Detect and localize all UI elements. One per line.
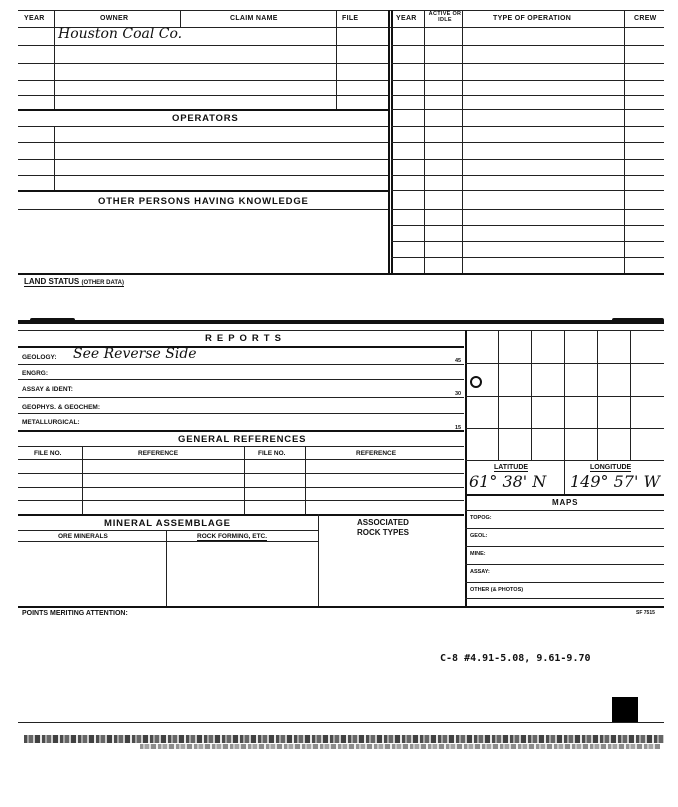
rule <box>597 330 598 460</box>
rule <box>18 446 464 447</box>
report-label-assay: ASSAY & IDENT: <box>22 386 73 393</box>
rule <box>18 541 318 542</box>
scan-noise-band <box>140 744 660 749</box>
rule <box>18 63 388 64</box>
rock-types-label: ROCK TYPES <box>357 528 410 537</box>
latitude-label: LATITUDE <box>494 464 529 471</box>
rule <box>465 598 664 599</box>
associated-label: ASSOCIATED <box>357 518 409 527</box>
rule <box>564 330 565 460</box>
report-num-30: 30 <box>455 391 462 397</box>
rule <box>391 175 664 176</box>
ref-col-file-no-2: FILE NO. <box>258 450 286 457</box>
ref-col-reference-2: REFERENCE <box>356 450 397 457</box>
rule <box>18 487 464 488</box>
header-claim-name: CLAIM NAME <box>230 15 278 22</box>
rule <box>391 209 664 210</box>
land-status-subtitle: (OTHER DATA) <box>81 280 124 286</box>
rule <box>18 722 664 723</box>
scan-noise-band <box>24 735 664 743</box>
rule <box>18 142 388 143</box>
rule <box>465 363 664 364</box>
ref-col-reference-1: REFERENCE <box>138 450 179 457</box>
report-label-geophys: GEOPHYS. & GEOCHEM: <box>22 404 101 411</box>
rule <box>391 45 664 46</box>
rule <box>630 330 631 460</box>
rule <box>18 273 664 275</box>
rule <box>18 397 464 398</box>
maps-title: MAPS <box>552 498 579 507</box>
rule <box>18 45 388 46</box>
rule <box>391 159 664 160</box>
divider-band <box>18 320 664 324</box>
maps-row-mine: MINE: <box>470 551 486 557</box>
header-year-right: YEAR <box>396 15 417 22</box>
core-note: C-8 #4.91-5.08, 9.61-9.70 <box>440 653 591 664</box>
rule <box>391 109 664 110</box>
rule <box>465 428 664 429</box>
rule <box>465 494 664 496</box>
mineral-assemblage-title: MINERAL ASSEMBLAGE <box>104 518 231 529</box>
rule <box>465 582 664 583</box>
rule <box>388 10 390 273</box>
rule <box>18 209 388 210</box>
rule <box>564 460 565 494</box>
ref-col-file-no-1: FILE NO. <box>34 450 62 457</box>
rule <box>82 446 83 514</box>
rule <box>18 159 388 160</box>
rule <box>391 63 664 64</box>
rule <box>18 190 390 192</box>
rule <box>18 175 388 176</box>
maps-row-geol: GEOL: <box>470 533 488 539</box>
header-crew: CREW <box>634 15 657 22</box>
report-label-geology: GEOLOGY: <box>22 354 57 361</box>
header-file: FILE <box>342 15 359 22</box>
rule <box>244 446 245 514</box>
report-num-45: 45 <box>455 358 462 364</box>
rule <box>391 190 664 191</box>
rule <box>531 330 532 460</box>
rule <box>18 473 464 474</box>
rule <box>465 546 664 547</box>
reports-title: REPORTS <box>205 333 286 344</box>
rule <box>391 142 664 143</box>
report-num-15: 15 <box>455 425 462 431</box>
rule <box>391 257 664 258</box>
rule <box>465 528 664 529</box>
header-active-or-idle: ACTIVE OR IDLE <box>428 11 462 23</box>
ore-minerals-label: ORE MINERALS <box>58 533 108 540</box>
rule <box>465 510 664 511</box>
report-label-engrg: ENGRG: <box>22 370 48 377</box>
rule <box>18 606 664 608</box>
points-meriting-label: POINTS MERITING ATTENTION: <box>22 610 128 617</box>
location-marker-icon <box>470 376 482 388</box>
rule <box>18 500 464 501</box>
longitude-label: LONGITUDE <box>590 464 632 471</box>
land-status-label <box>24 277 124 287</box>
maps-row-assay: ASSAY: <box>470 569 490 575</box>
divider-band <box>30 318 75 324</box>
operators-title: OPERATORS <box>172 113 239 124</box>
rule <box>391 80 664 81</box>
geology-entry: See Reverse Side <box>73 346 197 362</box>
rule <box>18 514 464 516</box>
rule <box>391 95 664 96</box>
rule <box>18 10 664 11</box>
rule <box>391 126 664 127</box>
report-label-metallurgical: METALLURGICAL: <box>22 419 80 426</box>
rule <box>18 95 388 96</box>
rule <box>54 126 55 190</box>
owner-entry: Houston Coal Co. <box>58 26 183 42</box>
rule <box>18 530 318 531</box>
rule <box>318 514 319 606</box>
latitude-value: 61° 38' N <box>469 472 547 491</box>
rule <box>498 330 499 460</box>
rule <box>18 430 464 432</box>
scan-artifact <box>612 697 638 723</box>
rock-forming-label: ROCK FORMING, ETC. <box>197 533 268 540</box>
land-status-title: LAND STATUS <box>24 277 80 286</box>
rule <box>180 10 181 27</box>
rule <box>391 225 664 226</box>
rule <box>18 109 390 111</box>
rule <box>18 126 388 127</box>
header-owner: OWNER <box>100 15 129 22</box>
rule <box>18 379 464 380</box>
maps-row-topog: TOPOG: <box>470 515 492 521</box>
header-type-of-operation: TYPE OF OPERATION <box>493 15 572 22</box>
maps-row-other: OTHER (& PHOTOS) <box>470 587 524 593</box>
other-persons-title: OTHER PERSONS HAVING KNOWLEDGE <box>98 196 309 207</box>
divider-band <box>612 318 664 324</box>
rule <box>305 446 306 514</box>
general-references-title: GENERAL REFERENCES <box>178 434 307 445</box>
longitude-value: 149° 57' W <box>570 472 660 491</box>
rule <box>18 330 664 331</box>
rule <box>18 459 464 460</box>
header-year: YEAR <box>24 15 45 22</box>
rule <box>18 364 464 365</box>
rule <box>465 564 664 565</box>
rule <box>465 396 664 397</box>
form-code: SF 7515 <box>636 610 655 616</box>
rule <box>391 241 664 242</box>
rule <box>18 80 388 81</box>
rule <box>18 413 464 414</box>
